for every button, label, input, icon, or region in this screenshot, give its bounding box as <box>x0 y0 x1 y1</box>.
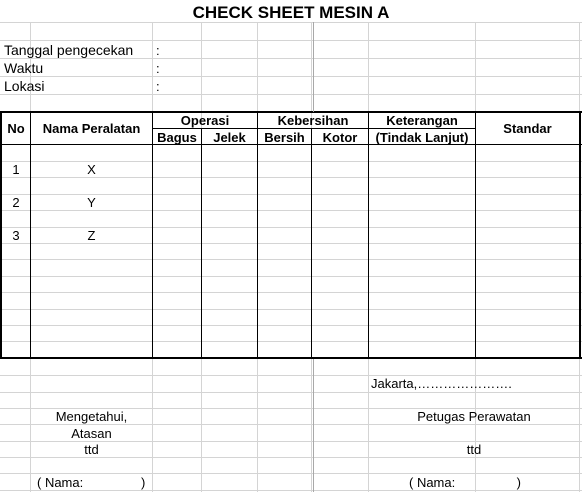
waktu-colon: : <box>156 61 160 76</box>
table-vline <box>311 128 312 359</box>
grid-hline <box>0 259 582 260</box>
grid-hline <box>0 309 582 310</box>
table-vline <box>368 111 369 359</box>
nama-left: ( Nama: ) <box>37 475 146 490</box>
header-no: No <box>7 121 25 136</box>
header-jelek: Jelek <box>213 130 246 145</box>
ttd-right: ttd <box>466 442 482 457</box>
grid-hline <box>0 341 582 342</box>
header-nama-peralatan: Nama Peralatan <box>42 121 141 136</box>
header-operasi: Operasi <box>180 113 230 128</box>
header-tindak-lanjut: (Tindak Lanjut) <box>375 130 469 145</box>
row-1-no: 1 <box>12 162 20 177</box>
ttd-left: ttd <box>84 442 99 457</box>
subheader-divider <box>152 128 476 129</box>
row-2-no: 2 <box>12 195 20 210</box>
table-vline <box>475 111 476 359</box>
waktu-label: Waktu <box>4 60 44 76</box>
header-kotor: Kotor <box>322 130 358 145</box>
grid-hline <box>0 457 582 458</box>
table-vline <box>152 111 153 359</box>
table-border-right <box>579 111 581 359</box>
grid-hline <box>0 473 582 474</box>
petugas-perawatan-label: Petugas Perawatan <box>417 409 531 424</box>
grid-hline <box>0 40 582 41</box>
grid-hline <box>0 177 582 178</box>
grid-hline <box>0 76 582 77</box>
grid-hline <box>0 490 582 491</box>
grid-hline <box>0 58 582 59</box>
row-2-nama: Y <box>87 195 96 210</box>
grid-hline <box>0 292 582 293</box>
grid-hline <box>0 94 582 95</box>
table-vline <box>257 111 258 359</box>
header-kebersihan: Kebersihan <box>277 113 349 128</box>
table-vline <box>201 128 202 359</box>
lokasi-colon: : <box>156 79 160 94</box>
grid-hline <box>0 424 582 425</box>
row-1-nama: X <box>87 162 96 177</box>
lokasi-label: Lokasi <box>4 78 45 94</box>
grid-hline <box>0 325 582 326</box>
table-border-bottom <box>0 357 582 359</box>
nama-right: ( Nama: ) <box>409 475 521 490</box>
grid-hline <box>0 210 582 211</box>
header-standar: Standar <box>503 121 552 136</box>
tanggal-label: Tanggal pengecekan <box>4 42 134 58</box>
mengetahui-label: Mengetahui, <box>55 409 128 424</box>
row-3-no: 3 <box>12 228 20 243</box>
grid-hline <box>0 276 582 277</box>
page-title: CHECK SHEET MESIN A <box>192 3 390 22</box>
tanggal-colon: : <box>156 43 160 58</box>
header-bersih: Bersih <box>264 130 305 145</box>
grid-hline <box>0 392 582 393</box>
section-divider <box>313 359 314 492</box>
header-bagus: Bagus <box>157 130 197 145</box>
header-keterangan: Keterangan <box>386 113 458 128</box>
atasan-label: Atasan <box>71 426 112 441</box>
row-3-nama: Z <box>87 228 96 243</box>
section-divider <box>313 22 314 112</box>
grid-hline <box>0 243 582 244</box>
jakarta-date: Jakarta,…………………. <box>371 376 512 391</box>
